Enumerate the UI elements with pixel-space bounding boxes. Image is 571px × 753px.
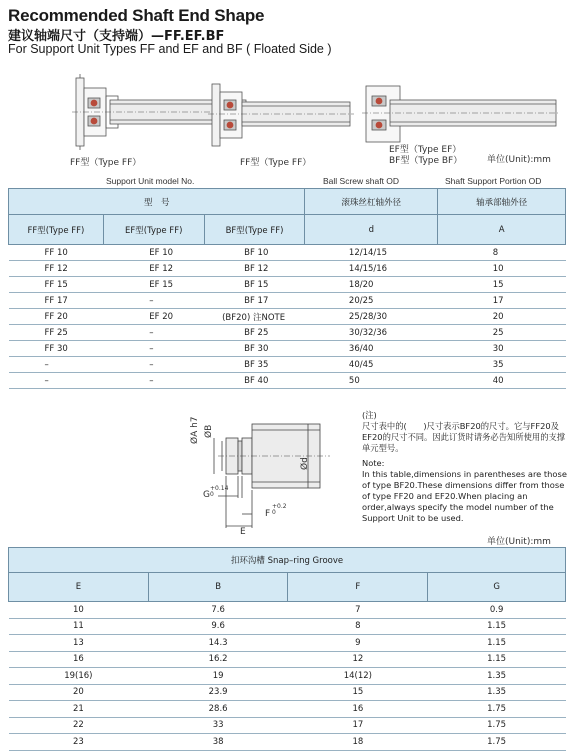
cell: 14.3 (148, 635, 288, 652)
ball-screw-od-header: Ball Screw shaft OD (323, 176, 400, 186)
table-row (9, 701, 566, 718)
cell: BF 12 (204, 261, 305, 277)
cell: 17 (438, 293, 566, 309)
cell: FF 25 (9, 325, 104, 341)
support-od-header: 轴承部轴外径 (438, 189, 566, 215)
support-unit-model-header: Support Unit model No. (106, 176, 195, 186)
cell: (BF20) 注NOTE (204, 309, 305, 325)
cell: 12 (288, 651, 428, 668)
model-group-header: 型 号 (9, 189, 305, 215)
cell: – (9, 357, 104, 373)
cell: BF 10 (204, 245, 305, 261)
cell: 16 (9, 651, 149, 668)
page-title: Recommended Shaft End Shape (8, 6, 265, 25)
cell: 7 (288, 602, 428, 619)
table-row (9, 651, 566, 668)
col-ff-header: FF型(Type FF) (9, 215, 104, 245)
cell: 30 (438, 341, 566, 357)
cell: 40/45 (305, 357, 438, 373)
f-tol-lower: 0 (272, 509, 276, 516)
e-label: E (240, 527, 246, 537)
cell: 22 (9, 717, 149, 734)
note-cn-body: 尺寸表中的( )尺寸表示BF20的尺寸。它与FF20及EF20的尺寸不同。因此订货时请务必告知所使用的支撑单元型号。 (362, 421, 566, 453)
cell: FF 17 (9, 293, 104, 309)
cell: 8 (438, 245, 566, 261)
cell: 17 (288, 717, 428, 734)
cell: 18 (288, 734, 428, 751)
table-row (9, 261, 566, 277)
cell: – (103, 373, 204, 389)
g-label: G (203, 490, 210, 500)
cell: 16 (288, 701, 428, 718)
cell: 18/20 (305, 277, 438, 293)
note-block (362, 410, 570, 524)
col-f-header: F (288, 573, 428, 602)
page-title-cn: 建议轴端尺寸（支持端）—FF.EF.BF (8, 29, 225, 44)
ff-type-figure-2 (206, 82, 356, 152)
col-a-header: A (438, 215, 566, 245)
cell: BF 25 (204, 325, 305, 341)
cell: 33 (148, 717, 288, 734)
cell: – (103, 293, 204, 309)
cell: 20/25 (305, 293, 438, 309)
table-row (9, 245, 566, 261)
cell: EF 12 (103, 261, 204, 277)
cell: 7.6 (148, 602, 288, 619)
cell: 14/15/16 (305, 261, 438, 277)
cell: BF 40 (204, 373, 305, 389)
table-row (9, 635, 566, 652)
cell: 11 (9, 618, 149, 635)
note-cn-head: (注) (362, 410, 377, 420)
table-row (9, 684, 566, 701)
cell: 1.75 (428, 717, 566, 734)
f-label: F (265, 509, 271, 519)
unit-label-2: 单位(Unit):mm (487, 537, 551, 547)
cell: 1.15 (428, 618, 566, 635)
shaft-od-header: 滚珠丝杠轴外径 (305, 189, 438, 215)
cell: EF 10 (103, 245, 204, 261)
cell: 25 (438, 325, 566, 341)
cell: 1.75 (428, 701, 566, 718)
g-dimension-label (203, 490, 210, 500)
table-row (9, 341, 566, 357)
col-ef-header: EF型(Type FF) (103, 215, 204, 245)
cell: 8 (288, 618, 428, 635)
table-row (9, 668, 566, 685)
snap-ring-title: 扣环沟槽 Snap–ring Groove (9, 548, 566, 573)
cell: EF 20 (103, 309, 204, 325)
cell: 0.9 (428, 602, 566, 619)
col-e-header: E (9, 573, 149, 602)
cell: BF 17 (204, 293, 305, 309)
table-row (9, 277, 566, 293)
col-bf-header: BF型(Type FF) (204, 215, 305, 245)
cell: 15 (288, 684, 428, 701)
cell: 28.6 (148, 701, 288, 718)
dimension-table (8, 188, 566, 389)
ff-type-label: FF型（Type FF） (70, 158, 142, 168)
bf-type-label: BF型（Type BF） (389, 156, 463, 166)
g-tol-lower: 0 (210, 491, 214, 498)
cell: 40 (438, 373, 566, 389)
cell: 20 (438, 309, 566, 325)
cell: 1.35 (428, 684, 566, 701)
cell: 1.75 (428, 734, 566, 751)
table-row (9, 373, 566, 389)
cell: FF 20 (9, 309, 104, 325)
cell: 19(16) (9, 668, 149, 685)
page-subtitle: For Support Unit Types FF and EF and BF ( Floated Side ) (8, 42, 332, 56)
table-row (9, 734, 566, 751)
cell: 16.2 (148, 651, 288, 668)
ff-type-label-2: FF型（Type FF） (240, 158, 312, 168)
cell: – (103, 357, 204, 373)
cell: EF 15 (103, 277, 204, 293)
table-row (9, 325, 566, 341)
cell: BF 30 (204, 341, 305, 357)
g-tolerance (210, 486, 228, 498)
cell: 13 (9, 635, 149, 652)
cell: FF 12 (9, 261, 104, 277)
table-row (9, 618, 566, 635)
cell: 30/32/36 (305, 325, 438, 341)
cell: 10 (438, 261, 566, 277)
cell: – (103, 341, 204, 357)
cell: 21 (9, 701, 149, 718)
cell: FF 15 (9, 277, 104, 293)
cell: 38 (148, 734, 288, 751)
shaft-support-od-header: Shaft Support Portion OD (445, 176, 542, 186)
g-tol-upper: +0.14 (210, 485, 229, 492)
cell: 20 (9, 684, 149, 701)
cell: FF 10 (9, 245, 104, 261)
cell: 1.15 (428, 635, 566, 652)
phi-a-label: ØA h7 (190, 416, 200, 444)
cell: 35 (438, 357, 566, 373)
table-row (9, 357, 566, 373)
cell: 1.35 (428, 668, 566, 685)
cell: 1.15 (428, 651, 566, 668)
ef-type-label: EF型（Type EF） (389, 145, 462, 155)
cell: FF 30 (9, 341, 104, 357)
snap-ring-table (8, 547, 566, 751)
cell: 19 (148, 668, 288, 685)
table-row (9, 602, 566, 619)
cell: 10 (9, 602, 149, 619)
note-en-body: In this table,dimensions in parentheses are those of type BF20.These dimensions differ from those of type FF20 and EF20.When placing an order,always specify the model number of the Support Unit to be used. (362, 469, 567, 523)
note-en-head: Note: (362, 458, 385, 468)
cell: 25/28/30 (305, 309, 438, 325)
cell: 12/14/15 (305, 245, 438, 261)
cell: – (9, 373, 104, 389)
f-tolerance (272, 504, 287, 516)
cell: 50 (305, 373, 438, 389)
cell: 23.9 (148, 684, 288, 701)
cell: 36/40 (305, 341, 438, 357)
cell: 15 (438, 277, 566, 293)
f-tol-upper: +0.2 (272, 503, 287, 510)
phi-d-label: Ød (300, 457, 310, 470)
cell: 23 (9, 734, 149, 751)
col-g-header: G (428, 573, 566, 602)
cell: – (103, 325, 204, 341)
cell: 9.6 (148, 618, 288, 635)
cell: BF 15 (204, 277, 305, 293)
table-row (9, 309, 566, 325)
col-b-header: B (148, 573, 288, 602)
cell: 14(12) (288, 668, 428, 685)
col-d-header: d (305, 215, 438, 245)
cell: 9 (288, 635, 428, 652)
cell: BF 35 (204, 357, 305, 373)
table-row (9, 717, 566, 734)
unit-label: 单位(Unit):mm (487, 155, 551, 165)
phi-b-label: ØB (204, 424, 214, 438)
table-row (9, 293, 566, 309)
